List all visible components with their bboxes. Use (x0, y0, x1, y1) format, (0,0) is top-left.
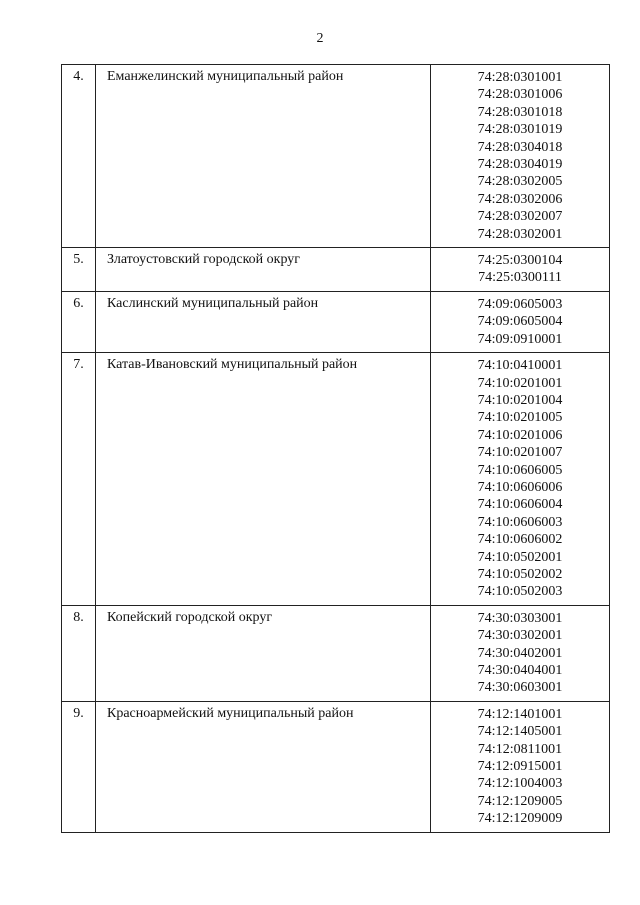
cadastral-code: 74:30:0404001 (477, 663, 563, 678)
cadastral-codes-cell (431, 605, 610, 701)
cadastral-code: 74:12:1209005 (477, 793, 563, 809)
cadastral-code: 74:25:0300104 (477, 253, 563, 269)
cadastral-code: 74:30:0603001 (477, 680, 563, 696)
cadastral-code: 74:12:1405001 (477, 724, 563, 740)
cadastral-code: 74:10:0201007 (477, 445, 563, 461)
cadastral-code: 74:28:0301019 (477, 122, 563, 138)
cadastral-code: 74:28:0301018 (477, 104, 563, 120)
row-number: 9. (62, 701, 96, 832)
cadastral-code: 74:28:0304018 (477, 139, 563, 155)
cadastral-code: 74:28:0302001 (477, 226, 563, 242)
cadastral-code: 74:10:0410001 (477, 358, 563, 374)
cadastral-code: 74:10:0201005 (477, 410, 563, 426)
cadastral-code: 74:28:0301006 (477, 87, 563, 103)
cadastral-code: 74:09:0605003 (477, 296, 563, 312)
row-number: 6. (62, 291, 96, 352)
cadastral-code: 74:10:0606006 (477, 479, 563, 495)
table-row (62, 605, 610, 701)
municipality-name: Каслинский муниципальный район (96, 291, 431, 352)
cadastral-code: 74:10:0606004 (477, 497, 563, 513)
municipality-name: Еманжелинский муниципальный район (96, 65, 431, 248)
cadastral-codes-cell (431, 248, 610, 292)
cadastral-code: 74:28:0302005 (477, 174, 563, 190)
cadastral-code: 74:10:0502002 (477, 566, 563, 582)
cadastral-codes-cell (431, 353, 610, 606)
municipality-name: Катав-Ивановский муниципальный район (96, 353, 431, 606)
cadastral-codes-cell (431, 291, 610, 352)
table-body (62, 65, 610, 833)
cadastral-code: 74:28:0301001 (477, 70, 563, 85)
municipality-name: Копейский городской округ (96, 605, 431, 701)
cadastral-code: 74:09:0605004 (477, 314, 563, 330)
cadastral-code: 74:10:0502003 (477, 584, 563, 600)
table-row (62, 353, 610, 606)
municipality-name: Красноармейский муниципальный район (96, 701, 431, 832)
cadastral-code: 74:12:1004003 (477, 776, 563, 792)
cadastral-code: 74:12:0915001 (477, 759, 563, 775)
table-row (62, 291, 610, 352)
cadastral-code: 74:28:0302007 (477, 209, 563, 225)
cadastral-code: 74:09:0910001 (477, 331, 563, 347)
table-row (62, 701, 610, 832)
cadastral-code: 74:28:0304019 (477, 157, 563, 173)
cadastral-code: 74:28:0302006 (477, 191, 563, 207)
cadastral-codes-cell (431, 701, 610, 832)
row-number: 5. (62, 248, 96, 292)
cadastral-table (61, 64, 610, 833)
row-number: 7. (62, 353, 96, 606)
cadastral-code: 74:10:0502001 (477, 549, 563, 565)
cadastral-code: 74:12:0811001 (477, 741, 563, 757)
municipality-name: Златоустовский городской округ (96, 248, 431, 292)
cadastral-code: 74:12:1401001 (477, 706, 563, 722)
row-number: 8. (62, 605, 96, 701)
cadastral-code: 74:10:0201004 (477, 392, 563, 408)
cadastral-codes-cell (431, 65, 610, 248)
cadastral-code: 74:30:0402001 (477, 645, 563, 661)
cadastral-code: 74:10:0201006 (477, 427, 563, 443)
cadastral-code: 74:30:0302001 (477, 628, 563, 644)
cadastral-code: 74:12:1209009 (477, 811, 563, 827)
cadastral-code: 74:10:0606002 (477, 532, 563, 548)
cadastral-code: 74:10:0606003 (477, 514, 563, 530)
page-number: 2 (316, 31, 324, 46)
cadastral-code: 74:10:0606005 (477, 462, 563, 478)
row-number: 4. (62, 65, 96, 248)
cadastral-code: 74:25:0300111 (478, 270, 562, 286)
cadastral-code: 74:10:0201001 (477, 375, 563, 391)
table-row (62, 248, 610, 292)
cadastral-code: 74:30:0303001 (477, 610, 563, 626)
table-row (62, 65, 610, 248)
